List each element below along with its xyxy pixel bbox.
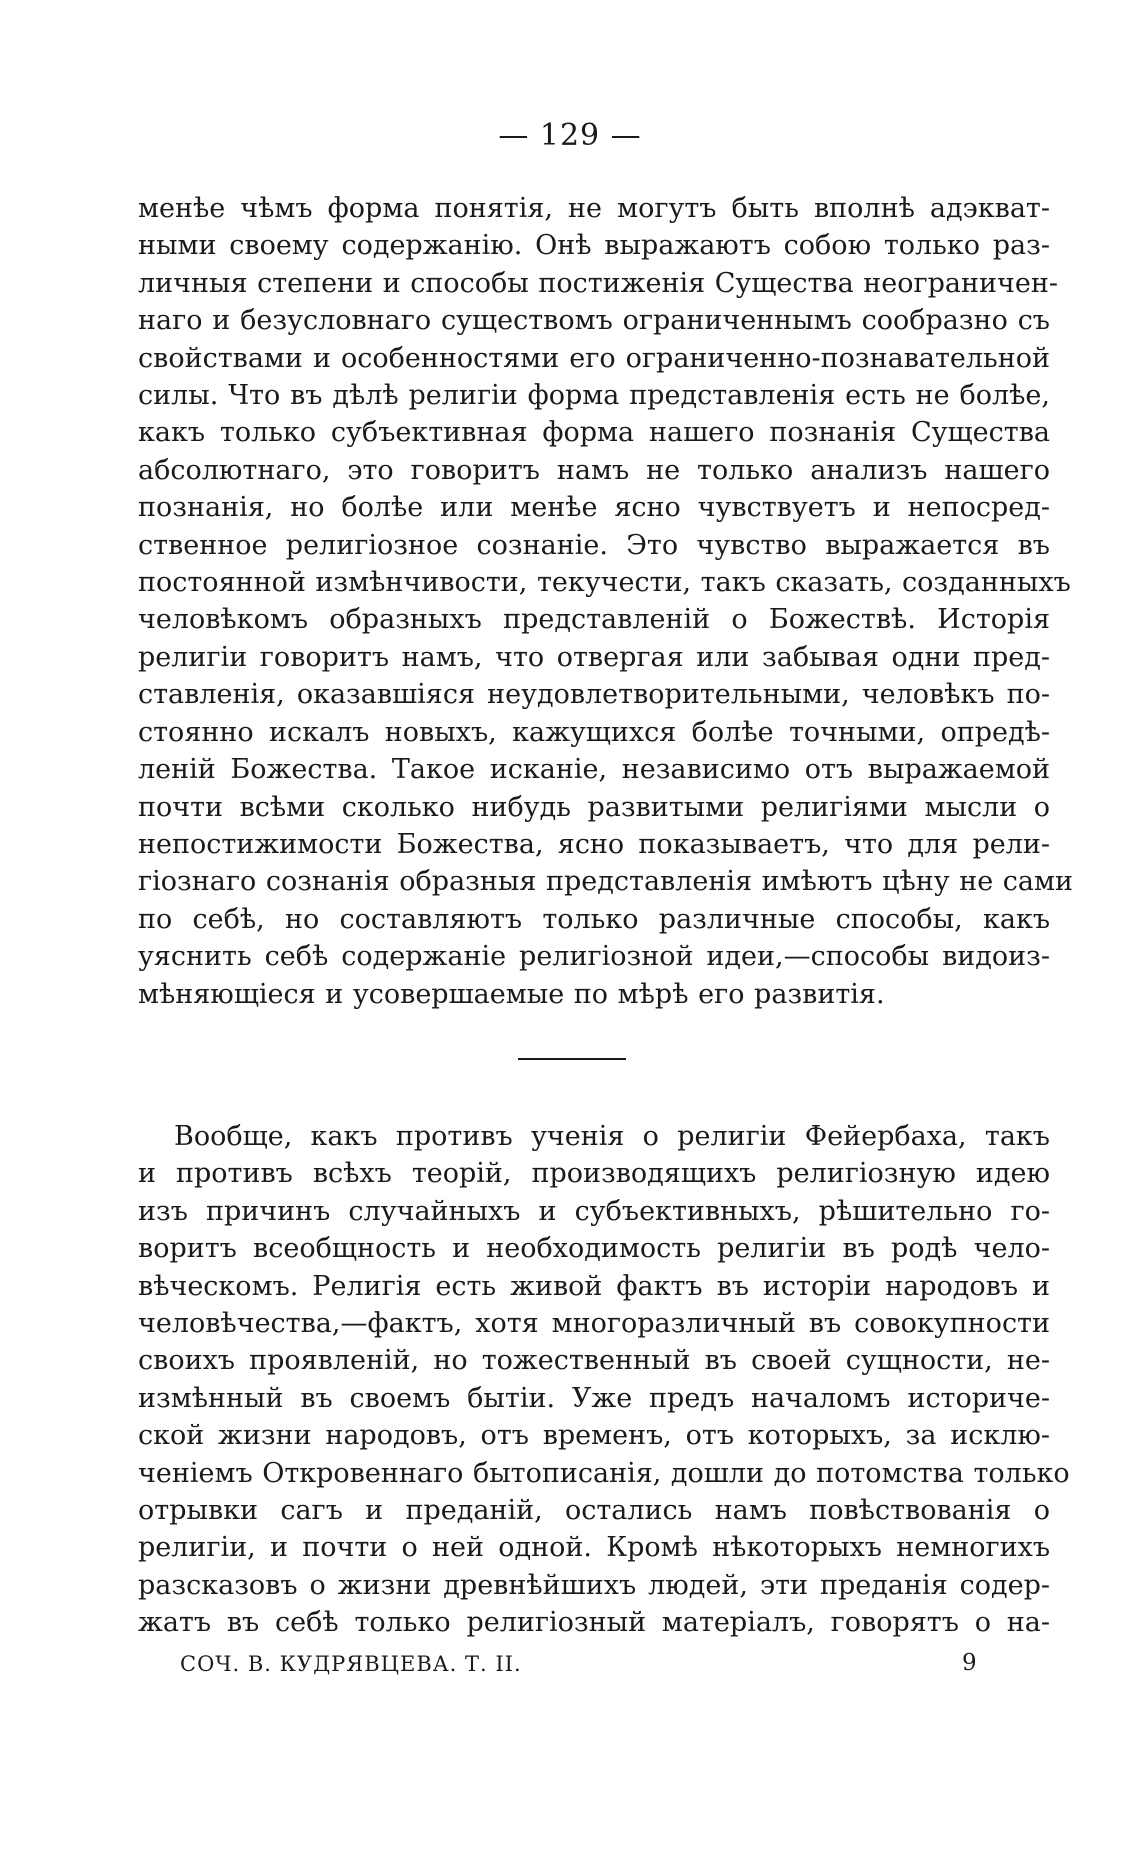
paragraph-1 [138,190,1073,1013]
text-line: ными своему содержанію. Онѣ выражаютъ собою только раз- [138,230,1050,262]
text-line: леній Божества. Такое исканіе, независимо отъ выражаемой [138,754,1050,786]
text-line: и противъ всѣхъ теорій, производящихъ религіозную идею [138,1158,1050,1190]
page-footer [0,1652,1140,1692]
text-line: ственное религіозное сознаніе. Это чувство выражается въ [138,529,1050,561]
text-line: ставленія, оказавшіяся неудовлетворительными, человѣкъ по- [138,679,1050,711]
text-line: человѣкомъ образныхъ представленій о Божествѣ. Исторія [138,604,1050,636]
text-line: Вообще, какъ противъ ученія о религіи Фейербаха, такъ [174,1121,1050,1152]
text-line: своихъ проявленій, но тожественный въ своей сущности, не- [138,1345,1050,1377]
section-separator [518,1058,626,1060]
text-line: силы. Что въ дѣлѣ религіи форма представленія есть не болѣе, [138,380,1050,412]
text-line: постоянной измѣнчивости, текучести, такъ сказать, созданныхъ [138,567,1071,599]
text-line: менѣе чѣмъ форма понятія, не могутъ быть вполнѣ адэкват- [138,193,1050,224]
page-number: — 129 — [498,118,642,153]
text-line: ской жизни народовъ, отъ временъ, отъ которыхъ, за исклю- [138,1420,1050,1452]
text-line: по себѣ, но составляютъ только различные способы, какъ [138,903,1050,935]
sheet-number: 9 [962,1650,977,1676]
printer-signature: СОЧ. В. КУДРЯВЦЕВА. Т. II. [180,1652,522,1676]
text-line: измѣнный въ своемъ бытіи. Уже предъ началомъ историче- [138,1382,1050,1414]
text-line: изъ причинъ случайныхъ и субъективныхъ, рѣшительно го- [138,1195,1050,1227]
text-line: вѣческомъ. Религія есть живой фактъ въ исторіи народовъ и [138,1270,1050,1302]
text-line: какъ только субъективная форма нашего познанія Существа [138,417,1050,449]
text-line: уяснить себѣ содержаніе религіозной идеи,—способы видоиз- [138,941,1050,973]
paragraph-2 [138,1118,1070,1642]
text-line: разсказовъ о жизни древнѣйшихъ людей, эти преданія содер- [138,1569,1050,1601]
text-line: гіознаго сознанія образныя представленія имѣютъ цѣну не сами [138,866,1073,898]
text-line: непостижимости Божества, ясно показываетъ, что для рели- [138,828,1050,860]
text-line: почти всѣми сколько нибудь развитыми религіями мысли о [138,791,1050,823]
text-line: религіи, и почти о ней одной. Кромѣ нѣкоторыхъ немногихъ [138,1532,1050,1564]
text-line: наго и безусловнаго существомъ ограниченнымъ сообразно съ [138,305,1050,337]
text-line: свойствами и особенностями его ограниченно-познавательной [138,342,1050,374]
text-line: мѣняющіеся и усовершаемые по мѣрѣ его развитія. [138,978,885,1010]
text-line: воритъ всеобщность и необходимость религіи въ родѣ чело- [138,1233,1050,1265]
text-line: человѣчества,—фактъ, хотя многоразличный въ совокупности [138,1308,1050,1340]
text-line: абсолютнаго, это говоритъ намъ не только анализъ нашего [138,454,1050,486]
text-line: ченіемъ Откровеннаго бытописанія, дошли до потомства только [138,1457,1070,1489]
text-line: религіи говоритъ намъ, что отвергая или забывая одни пред- [138,641,1050,673]
text-line: познанія, но болѣе или менѣе ясно чувствуетъ и непосред- [138,492,1050,524]
text-line: отрывки сагъ и преданій, остались намъ повѣствованія о [138,1495,1050,1527]
text-line: стоянно искалъ новыхъ, кажущихся болѣе точными, опредѣ- [138,716,1050,748]
text-line: жатъ въ себѣ только религіозный матеріалъ, говорятъ о на- [138,1607,1050,1639]
text-line: личныя степени и способы постиженія Существа неограничен- [138,267,1058,299]
